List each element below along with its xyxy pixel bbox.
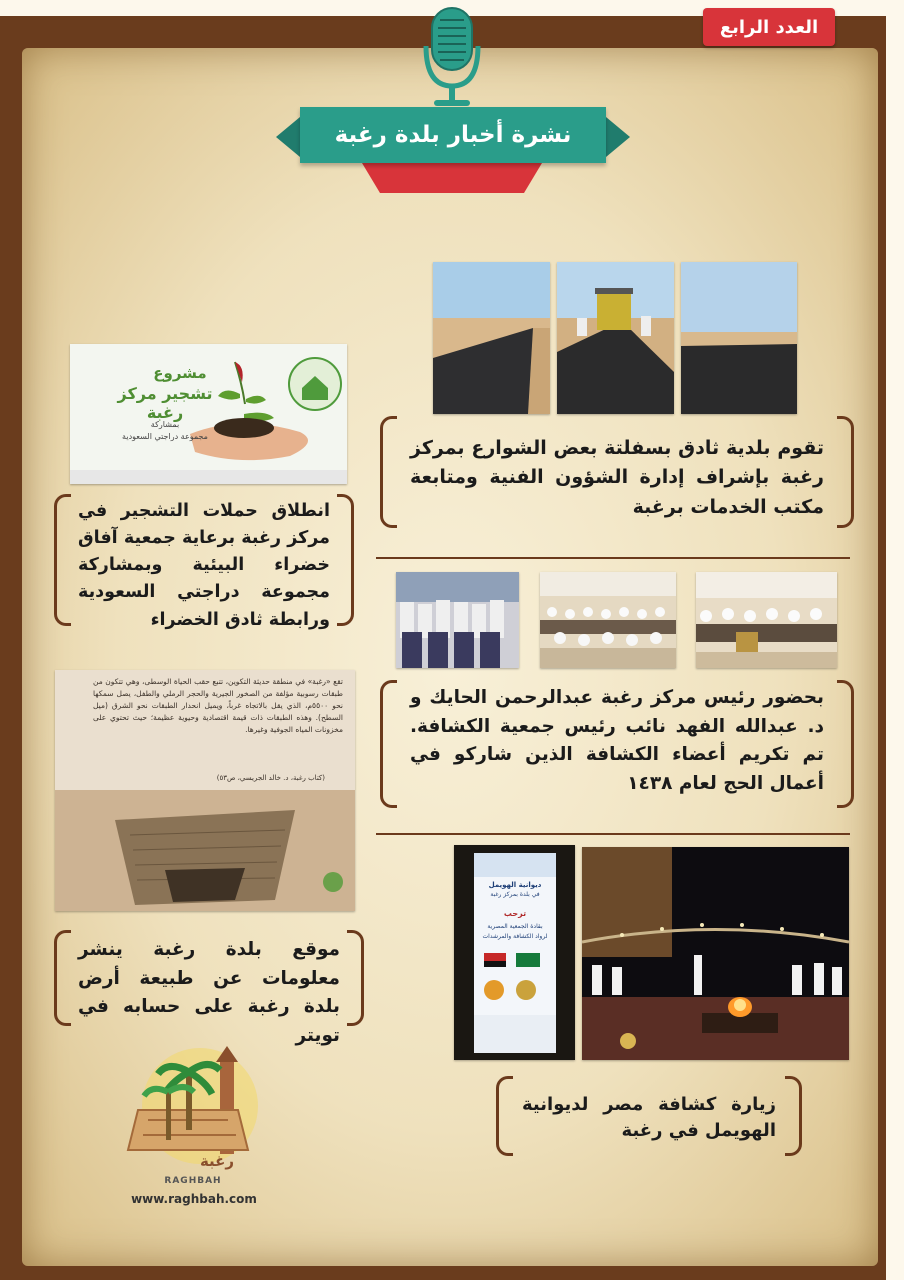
poster-title-line2: تشجير مركز رغبة: [117, 384, 213, 422]
tree-planting-poster: [70, 344, 347, 484]
banner-line2: في بلدة بمركز رغبة: [490, 891, 540, 898]
logo-name-latin: RAGHBAH: [164, 1176, 222, 1186]
banner-line3: بقادة الجمعية المصرية: [487, 923, 543, 930]
brace-left: [54, 494, 71, 626]
poster-title-line1: مشروع: [153, 364, 207, 382]
news-item-paving: [380, 416, 854, 528]
nature-info-text: موقع بلدة رغبة ينشر معلومات عن طبيعة أرض بلدة رغبة على حسابه في تويتر: [78, 939, 340, 1047]
photo-paving-machine: [557, 262, 674, 414]
newsletter-title: نشرة أخبار بلدة رغبة: [300, 107, 606, 163]
news-item-tree-planting: [54, 494, 354, 630]
divider: [376, 833, 850, 835]
photo-scouts-group: [396, 572, 519, 668]
photo-welcome-banner: [454, 845, 575, 1060]
photo-night-tent-gathering: [582, 847, 849, 1060]
photo-ceremony-hall-2: [696, 572, 837, 668]
divider: [376, 557, 850, 559]
brace-left: [380, 416, 397, 528]
news-item-egypt-scouts: [496, 1076, 802, 1156]
photo-ceremony-hall-1: [540, 572, 676, 668]
poster-subtitle-line2: مجموعة دراجتي السعودية: [122, 432, 208, 441]
brace-left: [380, 680, 397, 808]
brace-left: [496, 1076, 513, 1156]
banner-tail-right: [606, 117, 630, 157]
news-item-nature-info: [54, 930, 364, 1047]
brace-left: [54, 930, 71, 1026]
brace-right: [837, 680, 854, 808]
logo-name-arabic: رغبة: [199, 1152, 235, 1170]
logo-website: www.raghbah.com: [131, 1192, 257, 1206]
banner-line4: لرواد الكشافة والمرشدات: [482, 933, 548, 940]
brace-right: [347, 930, 364, 1026]
egypt-scouts-text: زيارة كشافة مصر لديوانية الهويمل في رغبة: [522, 1094, 776, 1142]
raghbah-logo: [108, 1040, 280, 1210]
news-item-scouts: [380, 680, 854, 808]
banner-ribbon: [362, 163, 542, 193]
brace-right: [785, 1076, 802, 1156]
brace-right: [337, 494, 354, 626]
tree-planting-text: انطلاق حملات التشجير في مركز رغبة برعاية جمعية آفاق خضراء البيئية وبمشاركة مجموعة دراجتي السعودية ورابطة ثادق الخضراء: [78, 501, 330, 630]
brace-right: [837, 416, 854, 528]
nature-quote-text: تقع «رغبة» في منطقة حديثة التكوين، تتبع حقب الحياة الوسطى، وهي تتكون من طبقات رسوبية مؤلفة من الصخور الجيرية والحجر الرملي والطفل، يصل سمكها نحو ٥٥٠٠م، الذي يقل بالاتجاه غرباً، ويميل انحدار الطبقات نحو الشرق (ميل السطح). وهذه الطبقات ذات قيمة اقتصادية وحيوية عظيمة؛ حيث تحتوي على مخزونات المياه الجوفية وغيرها.: [93, 677, 344, 734]
nature-quote-image: [55, 670, 355, 911]
banner-line1: ديوانية الهويمل: [488, 881, 542, 889]
poster-subtitle-line1: بمشاركة: [150, 420, 180, 429]
microphone-icon: [422, 6, 482, 110]
issue-badge: العدد الرابع: [703, 8, 835, 46]
banner-welcome: ترحب: [503, 909, 527, 918]
photo-paved-road-1: [433, 262, 550, 414]
banner-tail-left: [276, 117, 300, 157]
paving-text: تقوم بلدية ثادق بسفلتة بعض الشوارع بمركز رغبة بإشراف إدارة الشؤون الفنية ومتابعة مكتب الخدمات برغبة: [410, 437, 824, 518]
scouts-text: بحضور رئيس مركز رغبة عبدالرحمن الحايك و د. عبدالله الفهد نائب رئيس جمعية الكشافة. تم تكريم أعضاء الكشافة الذين شاركو في أعمال الحج لعام ١٤٣٨: [410, 687, 824, 795]
photo-paved-road-2: [681, 262, 797, 414]
nature-quote-source: (كتاب رغبة، د. خالد الجريسي، ص٥٣): [216, 774, 325, 782]
